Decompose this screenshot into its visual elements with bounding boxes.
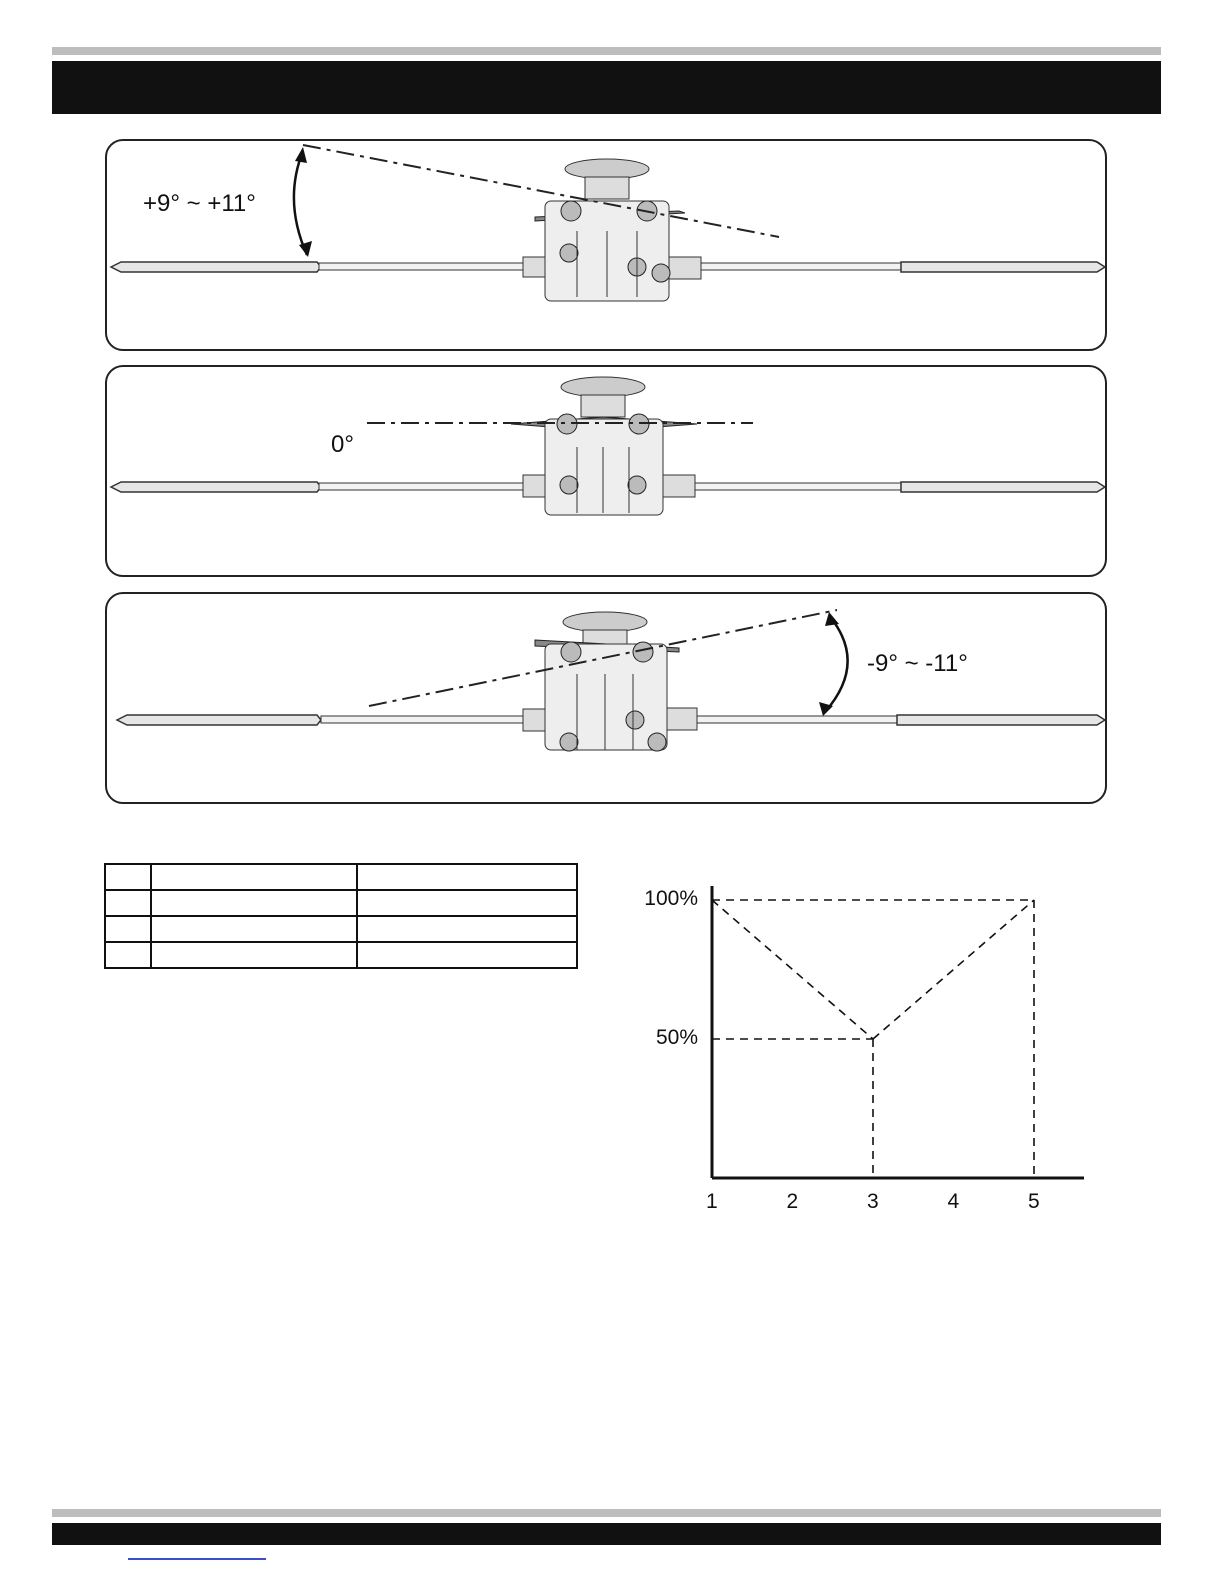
rotor-head-diagram-zero bbox=[107, 367, 1107, 577]
bottom-grey-rule bbox=[52, 1509, 1161, 1517]
top-grey-rule bbox=[52, 47, 1161, 55]
rotor-head-diagram-positive bbox=[107, 141, 1107, 351]
table-row bbox=[105, 864, 577, 890]
x-tick-label: 4 bbox=[947, 1190, 960, 1213]
x-tick-label: 2 bbox=[786, 1190, 799, 1213]
table-row bbox=[105, 890, 577, 916]
angle-label-negative: -9° ~ -11° bbox=[867, 650, 968, 677]
angle-label-zero: 0° bbox=[331, 431, 354, 458]
pitch-panel-positive bbox=[105, 139, 1107, 351]
y-tick-label: 100% bbox=[644, 887, 698, 910]
curve-segment bbox=[712, 900, 873, 1039]
curve-segment bbox=[873, 900, 1034, 1039]
rotor-head-diagram-negative bbox=[107, 594, 1107, 804]
table-row bbox=[105, 942, 577, 968]
pitch-curve-chart bbox=[620, 870, 1100, 1230]
x-tick-label: 3 bbox=[867, 1190, 879, 1213]
pitch-panel-zero bbox=[105, 365, 1107, 577]
settings-table bbox=[104, 863, 578, 969]
table-row bbox=[105, 916, 577, 942]
angle-label-positive: +9° ~ +11° bbox=[143, 190, 256, 217]
x-tick-label: 5 bbox=[1028, 1190, 1040, 1213]
pitch-panel-negative bbox=[105, 592, 1107, 804]
footer-link-underline bbox=[128, 1558, 266, 1560]
x-tick-label: 1 bbox=[706, 1190, 718, 1213]
header-bar bbox=[52, 61, 1161, 114]
y-tick-label: 50% bbox=[655, 1026, 698, 1049]
footer-bar bbox=[52, 1523, 1161, 1545]
